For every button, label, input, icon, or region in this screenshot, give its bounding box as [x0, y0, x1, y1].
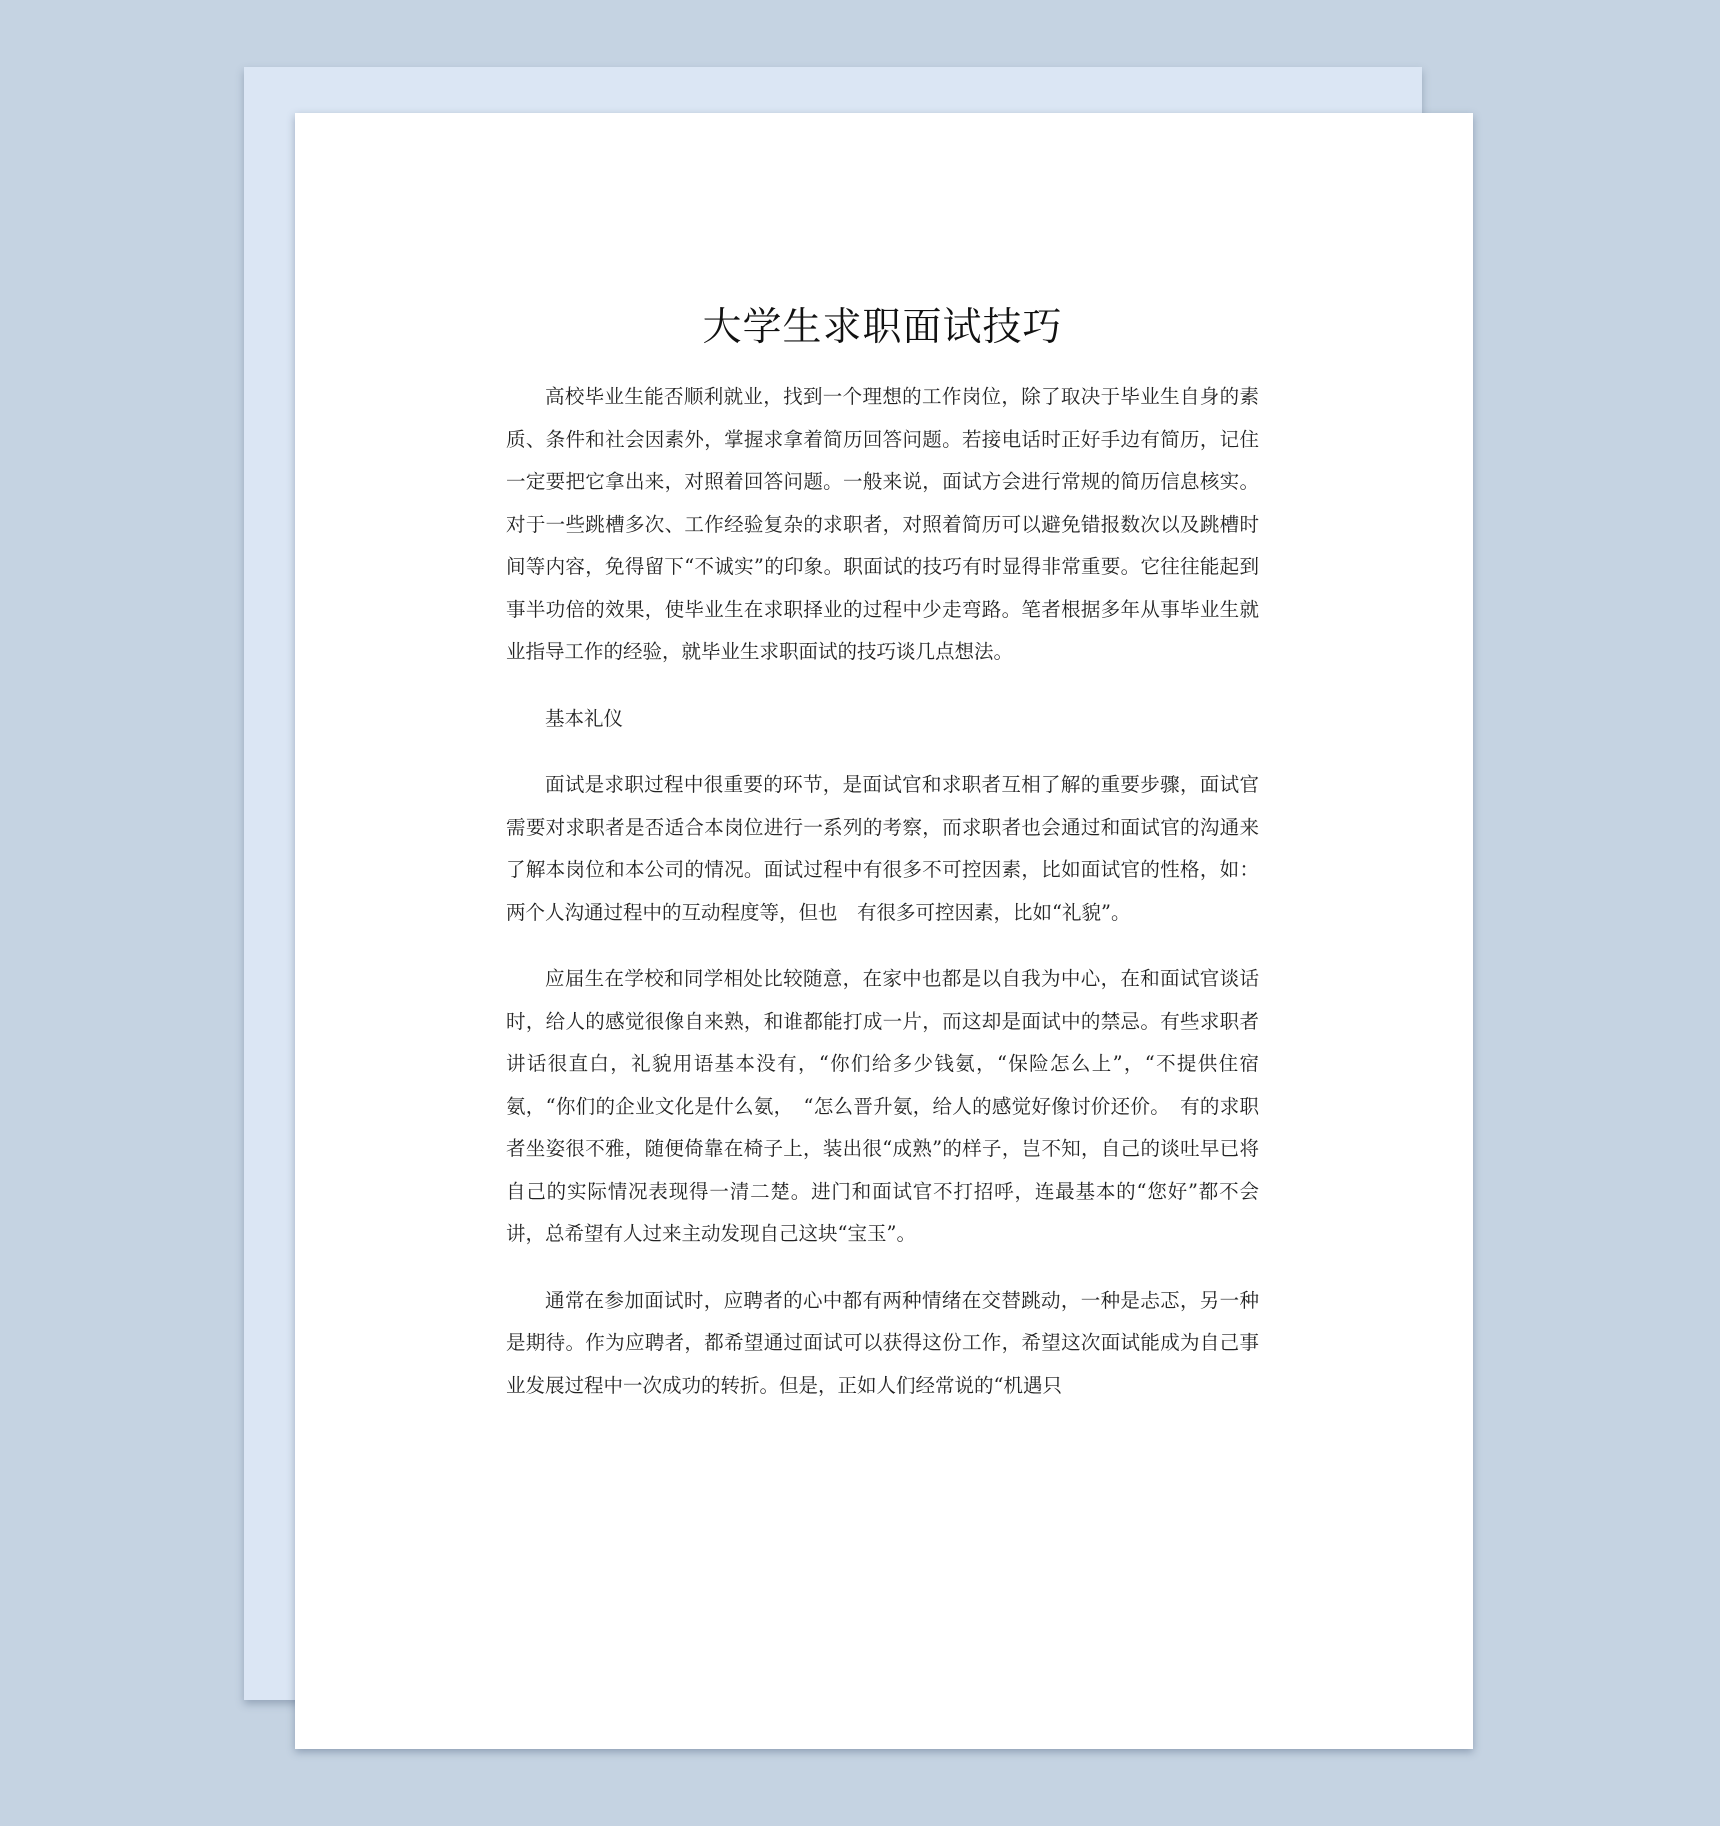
- paragraph-graduate-behavior: 应届生在学校和同学相处比较随意，在家中也都是以自我为中心，在和面试官谈话时，给人的感觉很像自来熟，和谁都能打成一片，而这却是面试中的禁忌。有些求职者讲话很直白，礼貌用语基本没有，“你们给多少钱氨，“保险怎么上”，“不提供住宿氨，“你们的企业文化是什么氨， “怎么晋升氨，给人的感觉好像讨价还价。 有的求职者坐姿很不雅，随便倚靠在椅子上，装出很“成熟”的样子，岂不知，自己的谈吐早已将自己的实际情况表现得一清二楚。进门和面试官不打招呼，连最基本的“您好”都不会讲，总希望有人过来主动发现自己这块“宝玉”。: [506, 967, 1259, 1245]
- section-heading-basic-etiquette: 基本礼仪: [545, 706, 624, 730]
- paragraph-intro: 高校毕业生能否顺利就业，找到一个理想的工作岗位，除了取决于毕业生自身的素质、条件和社会因素外，掌握求拿着简历回答问题。若接电话时正好手边有简历，记住一定要把它拿出来，对照着回答问题。一般来说，面试方会进行常规的简历信息核实。对于一些跳槽多次、工作经验复杂的求职者，对照着简历可以避免错报数次以及跳槽时间等内容，免得留下“不诚实”的印象。职面试的技巧有时显得非常重要。它往往能起到事半功倍的效果，使毕业生在求职择业的过程中少走弯路。笔者根据多年从事毕业生就业指导工作的经验，就毕业生求职面试的技巧谈几点想法。: [506, 385, 1259, 663]
- document-title: 大学生求职面试技巧: [702, 305, 1063, 350]
- document-page: [295, 113, 1473, 1749]
- paragraph-emotions: 通常在参加面试时，应聘者的心中都有两种情绪在交替跳动，一种是忐忑，另一种是期待。作为应聘者，都希望通过面试可以获得这份工作，希望这次面试能成为自己事业发展过程中一次成功的转折。但是，正如人们经常说的“机遇只: [506, 1288, 1259, 1397]
- paragraph-interview-importance: 面试是求职过程中很重要的环节，是面试官和求职者互相了解的重要步骤，面试官需要对求职者是否适合本岗位进行一系列的考察，而求职者也会通过和面试官的沟通来了解本岗位和本公司的情况。面试过程中有很多不可控因素，比如面试官的性格，如：两个人沟通过程中的互动程度等，但也 有很多可控因素，比如“礼貌”。: [506, 773, 1259, 924]
- document-body: [506, 298, 1259, 1431]
